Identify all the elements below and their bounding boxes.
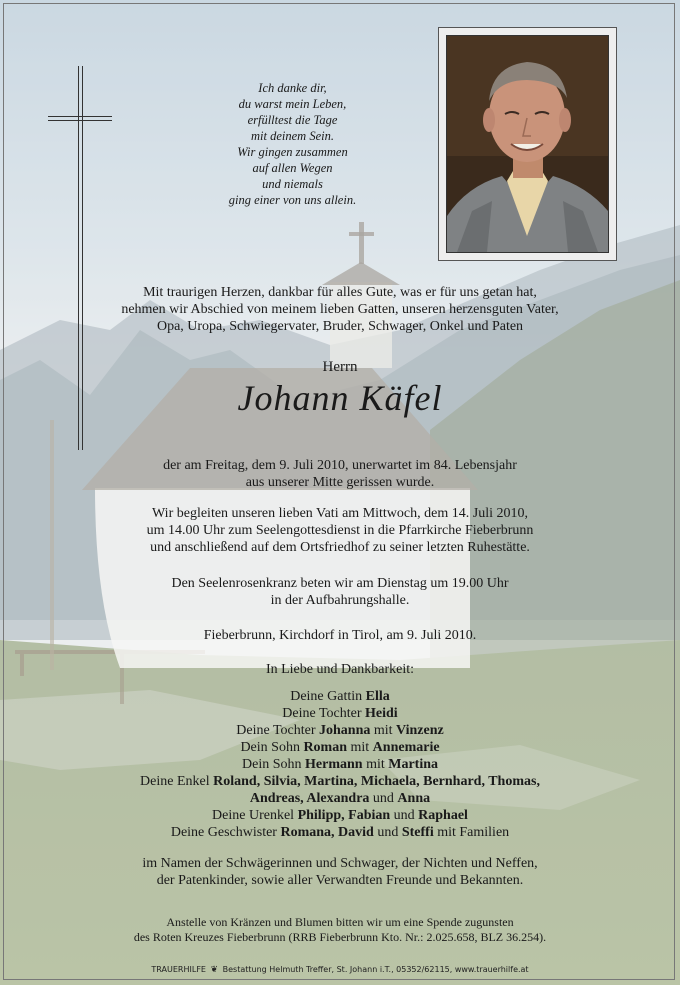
rosary-line: in der Aufbahrungshalle.	[270, 593, 410, 608]
burial-notice	[0, 505, 680, 556]
donation-line: des Roten Kreuzes Fieberbrunn (RRB Fieberbrunn Kto. Nr.: 2.025.658, BLZ 36.254).	[133, 930, 547, 944]
poem-line: erfülltest die Tage	[247, 113, 338, 127]
poem-line: ging einer von uns allein.	[228, 193, 357, 207]
donation-request	[0, 915, 680, 945]
footer	[0, 965, 680, 975]
burial-line: und anschließend auf dem Ortsfriedhof zu seiner letzten Ruhestätte.	[150, 540, 530, 555]
footer-brand: TRAUERHILFE	[151, 965, 206, 974]
place-date: Fieberbrunn, Kirchdorf in Tirol, am 9. Juli 2010.	[203, 628, 477, 643]
on-behalf-line: der Patenkinder, sowie aller Verwandten Freunde und Bekannten.	[156, 873, 524, 888]
portrait-frame	[438, 27, 617, 261]
death-line: aus unserer Mitte gerissen wurde.	[245, 475, 435, 490]
poem-line: Ich danke dir,	[258, 81, 327, 95]
intro-line: nehmen wir Abschied von meinem lieben Gatten, unseren herzensguten Vater,	[121, 302, 559, 317]
family-line: Deine Tochter Johanna mit Vinzenz	[236, 723, 444, 738]
poem-line: auf allen Wegen	[252, 161, 333, 175]
family-list	[0, 688, 680, 841]
poem-line: mit deinem Sein.	[251, 129, 334, 143]
poem-line: Wir gingen zusammen	[237, 145, 348, 159]
family-line: Deine Gattin Ella	[290, 689, 390, 704]
death-notice	[0, 457, 680, 491]
deceased-name: Johann Käfel	[237, 378, 443, 418]
burial-line: Wir begleiten unseren lieben Vati am Mittwoch, dem 14. Juli 2010,	[152, 506, 528, 521]
burial-line: um 14.00 Uhr zum Seelengottesdienst in die Pfarrkirche Fieberbrunn	[146, 523, 534, 538]
death-line: der am Freitag, dem 9. Juli 2010, unerwartet im 84. Lebensjahr	[163, 458, 517, 473]
rosary-notice	[0, 575, 680, 609]
family-line: Deine Enkel Roland, Silvia, Martina, Michaela, Bernhard, Thomas,	[140, 774, 540, 789]
intro-line: Opa, Uropa, Schwiegervater, Bruder, Schwager, Onkel und Paten	[156, 319, 524, 334]
family-line: Deine Geschwister Romana, David und Steffi mit Familien	[170, 825, 510, 840]
trauerhilfe-logo-icon: ❦	[210, 965, 219, 975]
intro-text	[0, 284, 680, 335]
family-line: Deine Urenkel Philipp, Fabian und Raphael	[212, 808, 468, 823]
rosary-line: Den Seelenrosenkranz beten wir am Dienstag um 19.00 Uhr	[171, 576, 509, 591]
poem	[190, 80, 395, 208]
poem-line: du warst mein Leben,	[238, 97, 347, 111]
family-line: Andreas, Alexandra und Anna	[249, 791, 431, 806]
family-line: Dein Sohn Hermann mit Martina	[242, 757, 438, 772]
on-behalf-text	[0, 855, 680, 889]
poem-line: und niemals	[262, 177, 323, 191]
portrait-photo	[446, 35, 609, 253]
intro-line: Mit traurigen Herzen, dankbar für alles Gute, was er für uns getan hat,	[143, 285, 537, 300]
love-gratitude: In Liebe und Dankbarkeit:	[265, 662, 415, 677]
family-line: Dein Sohn Roman mit Annemarie	[240, 740, 440, 755]
footer-text: Bestattung Helmuth Treffer, St. Johann i.T., 05352/62115, www.trauerhilfe.at	[222, 965, 529, 974]
donation-line: Anstelle von Kränzen und Blumen bitten wir um eine Spende zugunsten	[166, 915, 514, 929]
on-behalf-line: im Namen der Schwägerinnen und Schwager, der Nichten und Neffen,	[142, 856, 538, 871]
salutation: Herrn	[322, 359, 358, 375]
family-line: Deine Tochter Heidi	[282, 706, 398, 721]
